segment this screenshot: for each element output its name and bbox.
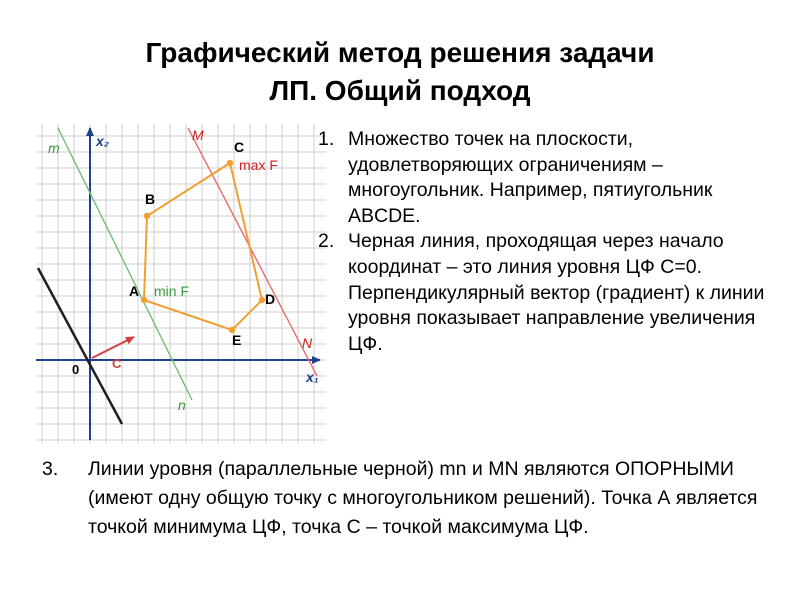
label-origin: 0 bbox=[72, 362, 80, 377]
list-text: Черная линия, проходящая через начало координат – это линия уровня ЦФ C=0. Перпендикулярный вектор (градиент) к линии уровня показывает направление увеличения ЦФ. bbox=[348, 230, 765, 355]
label-x1: x₁ bbox=[306, 369, 319, 385]
label-N: N bbox=[302, 335, 313, 351]
list-item bbox=[318, 229, 788, 357]
point-c-marker bbox=[227, 160, 233, 166]
label-max-f: max F bbox=[239, 157, 278, 173]
list-text: Линии уровня (параллельные черной) mn и MN являются ОПОРНЫМИ (имеют одну общую точку с многоугольником решений). Точка А является точкой минимума ЦФ, точка С – точкой максимума ЦФ. bbox=[88, 458, 758, 538]
label-point-e: E bbox=[232, 332, 242, 348]
label-point-b: B bbox=[145, 191, 156, 207]
label-M: M bbox=[192, 127, 204, 143]
gradient-vector bbox=[92, 337, 134, 358]
label-x2: x₂ bbox=[96, 133, 110, 149]
slide-title-line-2: ЛП. Общий подход bbox=[269, 75, 531, 106]
list-number: 2. bbox=[318, 230, 335, 253]
slide-title-line-1: Графический метод решения задачи bbox=[145, 37, 655, 68]
label-gradient-c: C bbox=[112, 356, 122, 371]
label-point-d: D bbox=[265, 291, 276, 307]
slide-title bbox=[40, 34, 760, 110]
point-a-marker bbox=[141, 297, 147, 303]
numbered-list bbox=[318, 127, 788, 357]
label-n: n bbox=[178, 397, 186, 413]
level-line-zero bbox=[38, 268, 122, 424]
label-point-a: A bbox=[129, 283, 140, 299]
list-number: 3. bbox=[42, 458, 59, 480]
list-text: Множество точек на плоскости, удовлетворяющих ограничениям – многоугольник. Например, пятиугольник ABCDE. bbox=[348, 128, 713, 227]
point-b-marker bbox=[144, 213, 150, 219]
label-m: m bbox=[48, 140, 60, 156]
label-min-f: min F bbox=[154, 283, 189, 299]
list-number: 1. bbox=[318, 128, 335, 150]
list-item bbox=[318, 127, 788, 229]
list-item-3 bbox=[42, 455, 762, 542]
lp-graph bbox=[36, 124, 326, 444]
feasible-polygon bbox=[144, 163, 262, 330]
label-point-c: C bbox=[234, 139, 245, 155]
